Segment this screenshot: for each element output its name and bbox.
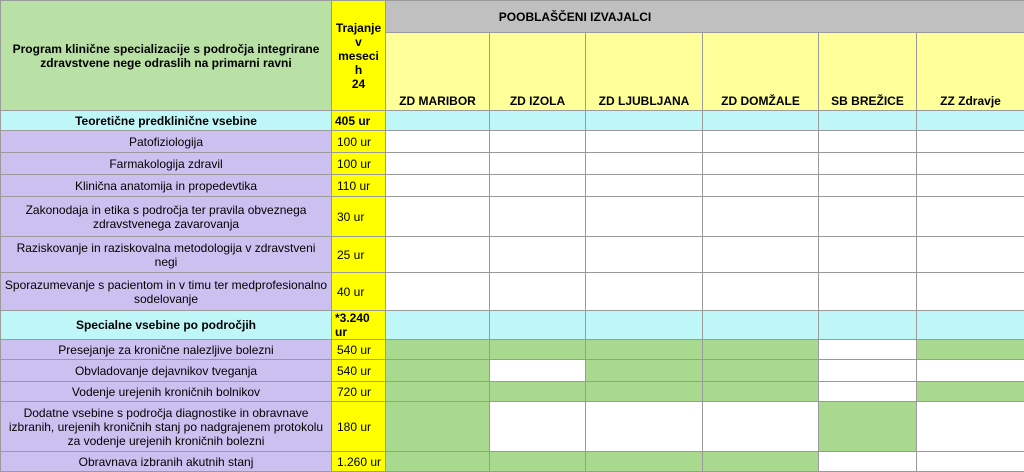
duration-value: 30 ur (335, 210, 364, 224)
provider-cell-zd-domzale[interactable] (703, 452, 819, 472)
provider-cell-sb-brezice[interactable] (819, 402, 917, 452)
content-label: Vodenje urejenih kroničnih bolnikov (72, 385, 260, 399)
section-row (1, 111, 1024, 131)
provider-cell-sb-brezice[interactable] (819, 175, 917, 197)
provider-cell-zz-zdravje[interactable] (917, 311, 1024, 340)
provider-cell-zd-domzale[interactable] (703, 402, 819, 452)
duration-value: 540 ur (335, 343, 371, 357)
provider-cell-zd-maribor[interactable] (386, 175, 490, 197)
provider-cell-zd-ljubljana[interactable] (586, 360, 703, 382)
provider-cell-zd-maribor[interactable] (386, 273, 490, 311)
provider-cell-zd-ljubljana[interactable] (586, 402, 703, 452)
provider-cell-zd-ljubljana[interactable] (586, 175, 703, 197)
provider-cell-zz-zdravje[interactable] (917, 131, 1024, 153)
provider-name: ZD DOMŽALE (721, 94, 800, 108)
provider-cell-zd-domzale[interactable] (703, 131, 819, 153)
content-label: Raziskovanje in raziskovalna metodologija v zdravstveni negi (17, 241, 316, 269)
duration-value: 540 ur (335, 364, 371, 378)
program-title-cell[interactable] (1, 1, 332, 111)
duration-value: 1.260 ur (335, 455, 381, 469)
duration-value: *3.240 ur (335, 311, 370, 339)
provider-cell-zd-ljubljana[interactable] (586, 452, 703, 472)
provider-name: ZD MARIBOR (399, 94, 476, 108)
duration-cell[interactable] (332, 360, 386, 382)
section-label-cell[interactable] (1, 111, 332, 131)
provider-cell-zd-izola[interactable] (490, 340, 586, 360)
content-label: Obravnava izbranih akutnih stanj (79, 455, 254, 469)
content-label-cell[interactable] (1, 402, 332, 452)
provider-cell-zd-domzale[interactable] (703, 360, 819, 382)
table-row (1, 360, 1024, 382)
provider-name: ZD IZOLA (510, 94, 565, 108)
duration-cell[interactable] (332, 402, 386, 452)
provider-cell-zd-izola[interactable] (490, 153, 586, 175)
provider-cell-zd-ljubljana[interactable] (586, 131, 703, 153)
provider-cell-zd-ljubljana[interactable] (586, 197, 703, 237)
provider-cell-zz-zdravje[interactable] (917, 153, 1024, 175)
provider-name: SB BREŽICE (831, 94, 904, 108)
duration-cell[interactable] (332, 131, 386, 153)
provider-cell-sb-brezice[interactable] (819, 382, 917, 402)
content-label: Sporazumevanje s pacientom in v timu ter medprofesionalno sodelovanje (5, 278, 327, 306)
provider-cell-zd-maribor[interactable] (386, 311, 490, 340)
content-label-cell[interactable] (1, 360, 332, 382)
provider-header-cell-sb-brezice[interactable] (819, 33, 917, 111)
provider-cell-zz-zdravje[interactable] (917, 197, 1024, 237)
content-label-cell[interactable] (1, 340, 332, 360)
provider-cell-zz-zdravje[interactable] (917, 340, 1024, 360)
content-label: Klinična anatomija in propedevtika (75, 179, 257, 193)
content-label-cell[interactable] (1, 273, 332, 311)
provider-cell-zd-izola[interactable] (490, 175, 586, 197)
provider-cell-sb-brezice[interactable] (819, 452, 917, 472)
provider-cell-zd-ljubljana[interactable] (586, 273, 703, 311)
provider-header-cell-zd-maribor[interactable] (386, 33, 490, 111)
content-label: Presejanje za kronične nalezljive bolezni (58, 343, 273, 357)
provider-cell-zd-izola[interactable] (490, 382, 586, 402)
provider-cell-zz-zdravje[interactable] (917, 111, 1024, 131)
provider-cell-zd-ljubljana[interactable] (586, 153, 703, 175)
provider-cell-sb-brezice[interactable] (819, 237, 917, 273)
provider-cell-sb-brezice[interactable] (819, 340, 917, 360)
section-label: Specialne vsebine po področjih (76, 318, 256, 332)
duration-cell[interactable] (332, 382, 386, 402)
content-label-cell[interactable] (1, 131, 332, 153)
provider-cell-zd-maribor[interactable] (386, 197, 490, 237)
duration-cell[interactable] (332, 175, 386, 197)
content-label: Farmakologija zdravil (109, 157, 222, 171)
content-label-cell[interactable] (1, 175, 332, 197)
provider-cell-zd-maribor[interactable] (386, 237, 490, 273)
provider-cell-zz-zdravje[interactable] (917, 360, 1024, 382)
content-label-cell[interactable] (1, 153, 332, 175)
provider-cell-zz-zdravje[interactable] (917, 175, 1024, 197)
provider-cell-zd-ljubljana[interactable] (586, 340, 703, 360)
content-label: Obvladovanje dejavnikov tveganja (75, 364, 257, 378)
duration-cell[interactable] (332, 273, 386, 311)
provider-cell-zd-izola[interactable] (490, 402, 586, 452)
provider-cell-zd-maribor[interactable] (386, 402, 490, 452)
provider-cell-zd-maribor[interactable] (386, 340, 490, 360)
duration-label-line: 24 (352, 77, 365, 91)
provider-cell-zd-maribor[interactable] (386, 153, 490, 175)
table-row (1, 131, 1024, 153)
content-label: Dodatne vsebine s področja diagnostike in obravnave izbranih, urejenih kroničnih stanj po nadgrajenem protokolu za vodenje urejenih kroničnih bolezni (9, 406, 323, 448)
provider-cell-sb-brezice[interactable] (819, 360, 917, 382)
provider-cell-zd-maribor[interactable] (386, 382, 490, 402)
table-row (1, 452, 1024, 472)
content-label-cell[interactable] (1, 197, 332, 237)
provider-cell-sb-brezice[interactable] (819, 273, 917, 311)
provider-header-cell-zd-ljubljana[interactable] (586, 33, 703, 111)
provider-cell-zd-domzale[interactable] (703, 382, 819, 402)
duration-value: 25 ur (335, 248, 364, 262)
provider-name: ZZ Zdravje (940, 94, 1001, 108)
provider-cell-zd-izola[interactable] (490, 111, 586, 131)
providers-title-cell[interactable] (386, 1, 1024, 33)
provider-cell-zd-ljubljana[interactable] (586, 111, 703, 131)
provider-cell-zd-maribor[interactable] (386, 360, 490, 382)
provider-cell-zd-ljubljana[interactable] (586, 382, 703, 402)
content-label: Patofiziologija (129, 135, 203, 149)
table-row (1, 175, 1024, 197)
provider-cell-sb-brezice[interactable] (819, 311, 917, 340)
provider-cell-zd-ljubljana[interactable] (586, 237, 703, 273)
duration-label-line: h (355, 63, 362, 77)
duration-label-line: Trajanje (336, 21, 381, 35)
duration-cell[interactable] (332, 340, 386, 360)
provider-header-cell-zd-domzale[interactable] (703, 33, 819, 111)
table-row (1, 273, 1024, 311)
provider-cell-zd-domzale[interactable] (703, 111, 819, 131)
provider-cell-zz-zdravje[interactable] (917, 402, 1024, 452)
provider-cell-zz-zdravje[interactable] (917, 452, 1024, 472)
provider-cell-zd-izola[interactable] (490, 452, 586, 472)
duration-value: 100 ur (335, 135, 371, 149)
duration-cell[interactable] (332, 311, 386, 340)
duration-label-line: meseci (338, 49, 379, 63)
table-row (1, 402, 1024, 452)
program-title: Program klinične specializacije s področja integrirane zdravstvene nege odraslih na primarni ravni (13, 42, 320, 70)
provider-cell-zz-zdravje[interactable] (917, 273, 1024, 311)
provider-cell-zd-domzale[interactable] (703, 175, 819, 197)
provider-header-cell-zd-izola[interactable] (490, 33, 586, 111)
table-row (1, 197, 1024, 237)
provider-cell-zd-domzale[interactable] (703, 311, 819, 340)
providers-title: POOBLAŠČENI IZVAJALCI (499, 10, 651, 24)
provider-cell-zd-maribor[interactable] (386, 452, 490, 472)
provider-cell-sb-brezice[interactable] (819, 111, 917, 131)
provider-name: ZD LJUBLJANA (599, 94, 690, 108)
duration-value: 100 ur (335, 157, 371, 171)
provider-cell-zd-izola[interactable] (490, 237, 586, 273)
table-row (1, 382, 1024, 402)
provider-cell-sb-brezice[interactable] (819, 131, 917, 153)
table-row (1, 237, 1024, 273)
section-row (1, 311, 1024, 340)
duration-cell[interactable] (332, 111, 386, 131)
duration-value: 720 ur (335, 385, 371, 399)
provider-cell-zd-domzale[interactable] (703, 237, 819, 273)
provider-cell-zd-izola[interactable] (490, 311, 586, 340)
section-label: Teoretične predklinične vsebine (75, 114, 257, 128)
provider-cell-zd-maribor[interactable] (386, 111, 490, 131)
duration-cell[interactable] (332, 153, 386, 175)
provider-cell-zd-ljubljana[interactable] (586, 311, 703, 340)
provider-cell-zd-domzale[interactable] (703, 273, 819, 311)
duration-value: 110 ur (335, 179, 370, 193)
table-row (1, 153, 1024, 175)
duration-value: 405 ur (335, 114, 370, 128)
duration-cell[interactable] (332, 237, 386, 273)
provider-cell-sb-brezice[interactable] (819, 153, 917, 175)
section-label-cell[interactable] (1, 311, 332, 340)
duration-value: 180 ur (335, 420, 371, 434)
provider-cell-zd-izola[interactable] (490, 273, 586, 311)
content-label: Zakonodaja in etika s področja ter pravila obveznega zdravstvenega zavarovanja (26, 203, 307, 231)
provider-cell-zd-domzale[interactable] (703, 153, 819, 175)
duration-label-line: v (355, 35, 362, 49)
duration-header-cell[interactable] (332, 1, 386, 111)
provider-cell-zz-zdravje[interactable] (917, 382, 1024, 402)
provider-cell-zd-domzale[interactable] (703, 197, 819, 237)
content-label-cell[interactable] (1, 382, 332, 402)
duration-cell[interactable] (332, 452, 386, 472)
provider-cell-zd-izola[interactable] (490, 131, 586, 153)
duration-cell[interactable] (332, 197, 386, 237)
provider-cell-zd-maribor[interactable] (386, 131, 490, 153)
provider-cell-zz-zdravje[interactable] (917, 237, 1024, 273)
table-row (1, 340, 1024, 360)
provider-cell-zd-izola[interactable] (490, 197, 586, 237)
provider-cell-sb-brezice[interactable] (819, 197, 917, 237)
provider-cell-zd-izola[interactable] (490, 360, 586, 382)
duration-value: 40 ur (335, 285, 364, 299)
provider-cell-zd-domzale[interactable] (703, 340, 819, 360)
content-label-cell[interactable] (1, 452, 332, 472)
provider-header-cell-zz-zdravje[interactable] (917, 33, 1024, 111)
content-label-cell[interactable] (1, 237, 332, 273)
